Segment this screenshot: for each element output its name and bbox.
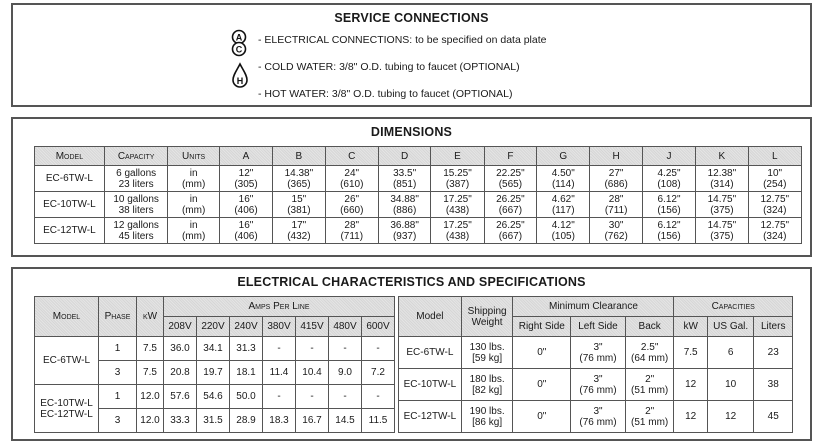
amps-cell: 54.6 [197, 385, 230, 409]
phase-cell: 1 [99, 337, 137, 361]
phase-cell: 3 [99, 361, 137, 385]
liters-cell: 38 [754, 369, 793, 401]
col-header: B [273, 147, 325, 166]
svg-text:H: H [236, 76, 244, 86]
table-row [35, 192, 802, 218]
dim-a: 12" (305) [219, 166, 272, 192]
left-cell: 3" (76 mm) [571, 337, 626, 369]
amps-cell: 57.6 [164, 385, 197, 409]
phase-cell: 1 [99, 385, 137, 409]
amps-cell: 31.5 [197, 409, 230, 433]
dim-a: 16" (406) [219, 192, 272, 218]
col-header-back: Back [625, 317, 674, 337]
volt-header: 208V [164, 317, 197, 337]
right-cell: 0" [513, 369, 571, 401]
a-c-circle-icon [230, 29, 248, 59]
amps-cell: - [362, 337, 395, 361]
model-cell: EC-6TW-L [35, 337, 99, 385]
dim-k: 12.38" (314) [696, 166, 748, 192]
table-row [399, 401, 793, 433]
col-header-model: Model [35, 297, 99, 337]
volt-header: 380V [263, 317, 296, 337]
dim-b: 14.38" (365) [273, 166, 325, 192]
table-row [35, 166, 802, 192]
dim-j: 6.12" (156) [642, 218, 695, 244]
left-cell: 3" (76 mm) [571, 401, 626, 433]
col-header: A [219, 147, 272, 166]
dim-c: 24" (610) [325, 166, 378, 192]
col-header-left: Left Side [571, 317, 626, 337]
col-header-kw: kW [137, 297, 164, 337]
weight-cell: 190 lbs. [86 kg] [461, 401, 513, 433]
liters-cell: 45 [754, 401, 793, 433]
dim-h: 30" (762) [590, 218, 642, 244]
electrical-title: ELECTRICAL CHARACTERISTICS AND SPECIFICATIONS [237, 275, 586, 289]
amps-cell: 19.7 [197, 361, 230, 385]
units-cell: in (mm) [168, 192, 219, 218]
col-header: D [378, 147, 430, 166]
liters-cell: 23 [754, 337, 793, 369]
col-header-phase: Phase [99, 297, 137, 337]
amps-cell: - [263, 337, 296, 361]
col-header: F [484, 147, 536, 166]
units-cell: in (mm) [168, 218, 219, 244]
weight-cell: 130 lbs. [59 kg] [461, 337, 513, 369]
back-cell: 2" (51 mm) [625, 369, 674, 401]
gal-cell: 12 [707, 401, 754, 433]
weight-cell: 180 lbs. [82 kg] [461, 369, 513, 401]
table-row [399, 369, 793, 401]
model-cell: EC-10TW-L [399, 369, 462, 401]
kw-cell: 12 [674, 401, 707, 433]
dim-j: 6.12" (156) [642, 192, 695, 218]
dim-h: 28" (711) [590, 192, 642, 218]
col-header-kw: kW [674, 317, 707, 337]
dimensions-panel [11, 117, 812, 257]
gal-cell: 10 [707, 369, 754, 401]
electrical-connections-text: - ELECTRICAL CONNECTIONS: to be specified on data plate [258, 34, 547, 46]
dim-f: 22.25" (565) [484, 166, 536, 192]
col-header: J [642, 147, 695, 166]
amps-cell: - [362, 385, 395, 409]
amps-cell: 34.1 [197, 337, 230, 361]
col-header: L [748, 147, 801, 166]
model-cell: EC-6TW-L [399, 337, 462, 369]
dim-g: 4.12" (105) [537, 218, 590, 244]
dim-c: 28" (711) [325, 218, 378, 244]
capacity-cell: 6 gallons 23 liters [104, 166, 168, 192]
model-cell: EC-10TW-L EC-12TW-L [35, 385, 99, 433]
model-cell: EC-10TW-L [35, 192, 105, 218]
model-cell: EC-12TW-L [399, 401, 462, 433]
capacity-cell: 12 gallons 45 liters [104, 218, 168, 244]
dim-g: 4.62" (117) [537, 192, 590, 218]
col-header: Units [168, 147, 219, 166]
amps-cell: - [263, 385, 296, 409]
col-header: G [537, 147, 590, 166]
col-header-right: Right Side [513, 317, 571, 337]
dim-d: 34.88" (886) [378, 192, 430, 218]
phase-cell: 3 [99, 409, 137, 433]
dim-e: 17.25" (438) [431, 192, 484, 218]
amps-cell: 31.3 [230, 337, 263, 361]
volt-header: 480V [329, 317, 362, 337]
dim-a: 16" (406) [219, 218, 272, 244]
amps-cell: - [329, 385, 362, 409]
svg-text:C: C [235, 44, 243, 55]
model-cell: EC-6TW-L [35, 166, 105, 192]
table-row [35, 385, 395, 409]
back-cell: 2.5" (64 mm) [625, 337, 674, 369]
amps-cell: 20.8 [164, 361, 197, 385]
col-header-gal: US Gal. [707, 317, 754, 337]
col-header-liters: Liters [754, 317, 793, 337]
table-row [399, 337, 793, 369]
amps-cell: - [296, 337, 329, 361]
amps-cell: 7.2 [362, 361, 395, 385]
col-header: Capacity [104, 147, 168, 166]
svg-text:A: A [235, 32, 243, 43]
dim-g: 4.50" (114) [537, 166, 590, 192]
spec-table [398, 296, 793, 433]
volt-header: 415V [296, 317, 329, 337]
dim-j: 4.25" (108) [642, 166, 695, 192]
service-connections-panel [11, 3, 812, 107]
volt-header: 220V [197, 317, 230, 337]
col-header-clearance: Minimum Clearance [513, 297, 674, 317]
right-cell: 0" [513, 337, 571, 369]
kw-cell: 12.0 [137, 385, 164, 409]
gal-cell: 6 [707, 337, 754, 369]
kw-cell: 12 [674, 369, 707, 401]
col-header: C [325, 147, 378, 166]
capacity-cell: 10 gallons 38 liters [104, 192, 168, 218]
units-cell: in (mm) [168, 166, 219, 192]
amps-cell: 11.4 [263, 361, 296, 385]
amps-table [34, 296, 395, 433]
kw-cell: 7.5 [674, 337, 707, 369]
dim-l: 12.75" (324) [748, 192, 801, 218]
dim-d: 33.5" (851) [378, 166, 430, 192]
dim-f: 26.25" (667) [484, 218, 536, 244]
cold-water-text: - COLD WATER: 3/8" O.D. tubing to faucet (OPTIONAL) [258, 61, 520, 73]
dim-e: 15.25" (387) [431, 166, 484, 192]
col-header: Model [35, 147, 105, 166]
back-cell: 2" (51 mm) [625, 401, 674, 433]
col-header-capacities: Capacities [674, 297, 793, 317]
dim-e: 17.25" (438) [431, 218, 484, 244]
dim-l: 12.75" (324) [748, 218, 801, 244]
amps-cell: 33.3 [164, 409, 197, 433]
volt-header: 240V [230, 317, 263, 337]
amps-cell: 18.3 [263, 409, 296, 433]
amps-cell: 14.5 [329, 409, 362, 433]
table-row [35, 218, 802, 244]
kw-cell: 7.5 [137, 361, 164, 385]
amps-cell: 50.0 [230, 385, 263, 409]
kw-cell: 7.5 [137, 337, 164, 361]
dim-b: 17" (432) [273, 218, 325, 244]
amps-cell: - [329, 337, 362, 361]
amps-cell: 11.5 [362, 409, 395, 433]
service-connections-title: SERVICE CONNECTIONS [334, 11, 489, 25]
dim-k: 14.75" (375) [696, 218, 748, 244]
dimensions-title: DIMENSIONS [370, 125, 453, 139]
electrical-panel [11, 267, 812, 441]
dimensions-header-row [35, 147, 802, 166]
hot-water-text: - HOT WATER: 3/8" O.D. tubing to faucet (OPTIONAL) [258, 88, 513, 100]
table-row [35, 337, 395, 361]
dim-b: 15" (381) [273, 192, 325, 218]
h-drop-icon [231, 62, 249, 90]
amps-cell: 9.0 [329, 361, 362, 385]
amps-cell: 28.9 [230, 409, 263, 433]
col-header-amps: Amps Per Line [164, 297, 395, 317]
dim-c: 26" (660) [325, 192, 378, 218]
amps-cell: 16.7 [296, 409, 329, 433]
dim-h: 27" (686) [590, 166, 642, 192]
dim-f: 26.25" (667) [484, 192, 536, 218]
kw-cell: 12.0 [137, 409, 164, 433]
col-header: E [431, 147, 484, 166]
col-header: H [590, 147, 642, 166]
amps-cell: 18.1 [230, 361, 263, 385]
model-cell: EC-12TW-L [35, 218, 105, 244]
col-header-model: Model [399, 297, 462, 337]
col-header-shipping: Shipping Weight [461, 297, 513, 337]
dim-k: 14.75" (375) [696, 192, 748, 218]
amps-cell: 36.0 [164, 337, 197, 361]
left-cell: 3" (76 mm) [571, 369, 626, 401]
col-header: K [696, 147, 748, 166]
amps-cell: - [296, 385, 329, 409]
dim-l: 10" (254) [748, 166, 801, 192]
amps-cell: 10.4 [296, 361, 329, 385]
volt-header: 600V [362, 317, 395, 337]
right-cell: 0" [513, 401, 571, 433]
dim-d: 36.88" (937) [378, 218, 430, 244]
dimensions-table [34, 146, 802, 244]
